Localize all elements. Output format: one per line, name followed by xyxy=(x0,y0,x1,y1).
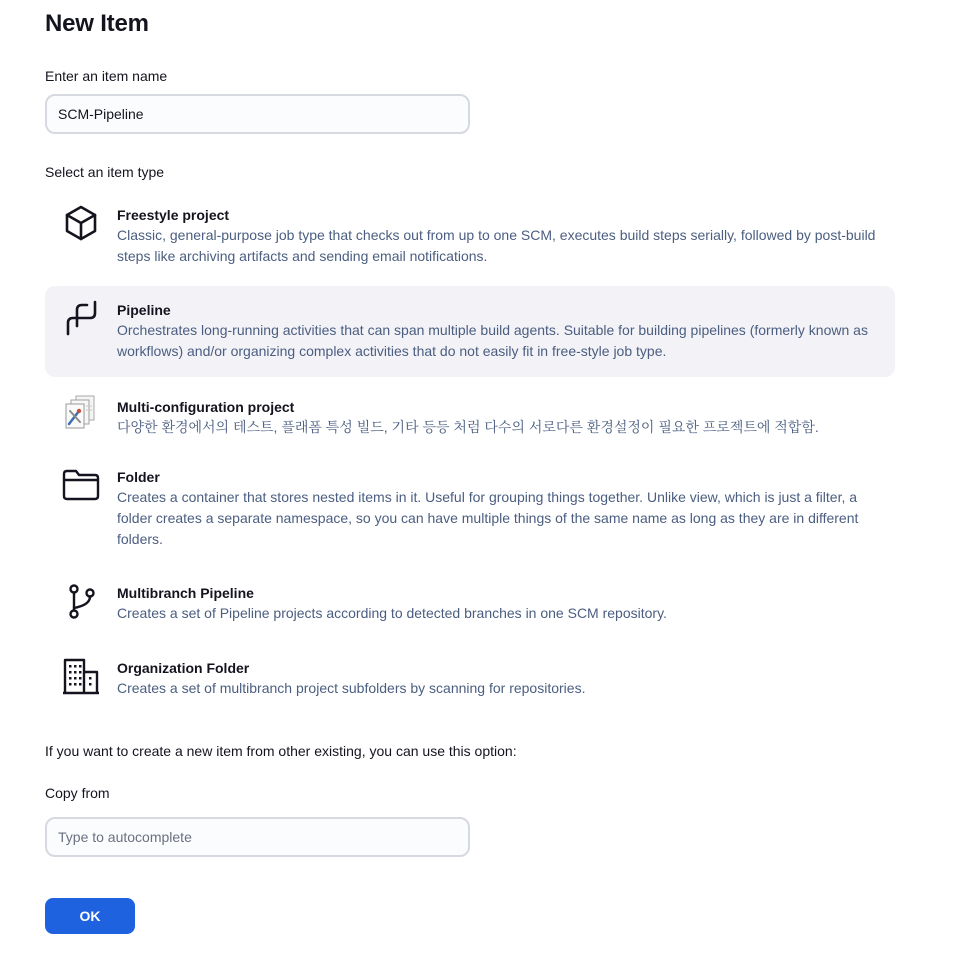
item-type-description: 다양한 환경에서의 테스트, 플래폼 특성 빌드, 기타 등등 처럼 다수의 서로다른 환경설정이 필요한 프로젝트에 적합함. xyxy=(117,419,819,435)
multi-config-icon xyxy=(62,394,100,432)
item-type-name: Multi-configuration project xyxy=(117,399,295,415)
building-icon xyxy=(62,657,100,695)
item-type-name: Organization Folder xyxy=(117,660,250,676)
item-name-input[interactable] xyxy=(45,94,470,134)
item-type-name: Folder xyxy=(117,469,160,485)
item-type-multibranch-pipeline[interactable] xyxy=(45,575,895,645)
item-type-name: Multibranch Pipeline xyxy=(117,585,254,601)
item-type-label: Select an item type xyxy=(45,164,165,180)
item-type-freestyle[interactable] xyxy=(45,198,895,282)
copy-from-label: Copy from xyxy=(45,785,110,801)
branch-icon xyxy=(62,582,100,620)
item-type-multi-configuration[interactable] xyxy=(45,388,895,452)
item-type-description: Classic, general-purpose job type that checks out from up to one SCM, executes build steps serially, followed by post-build steps like archiving artifacts and sending email notifications. xyxy=(117,227,876,264)
item-type-name: Pipeline xyxy=(117,302,171,318)
page-title: New Item xyxy=(45,10,149,37)
copy-hint: If you want to create a new item from other existing, you can use this option: xyxy=(45,743,517,759)
folder-icon xyxy=(62,466,100,504)
item-type-organization-folder[interactable] xyxy=(45,650,895,720)
item-type-description: Creates a container that stores nested items in it. Useful for grouping things together. Unlike view, which is just a filter, a folder creates a separate namespace, so you can have multiple things of the same name as long as they are in different folders. xyxy=(117,489,859,547)
item-name-label: Enter an item name xyxy=(45,68,168,84)
cube-icon xyxy=(62,204,100,242)
item-type-name: Freestyle project xyxy=(117,207,230,223)
item-type-pipeline[interactable] xyxy=(45,286,895,377)
ok-button[interactable]: OK xyxy=(45,898,135,934)
item-type-folder[interactable] xyxy=(45,458,895,563)
item-type-description: Orchestrates long-running activities that can span multiple build agents. Suitable for building pipelines (formerly known as workflows) and/or organizing complex activities that do not easily fit in free-style job type. xyxy=(117,322,868,359)
item-type-description: Creates a set of Pipeline projects according to detected branches in one SCM repository. xyxy=(117,605,667,621)
pipeline-icon xyxy=(62,299,100,337)
item-type-description: Creates a set of multibranch project subfolders by scanning for repositories. xyxy=(117,680,586,696)
copy-from-input[interactable] xyxy=(45,817,470,857)
